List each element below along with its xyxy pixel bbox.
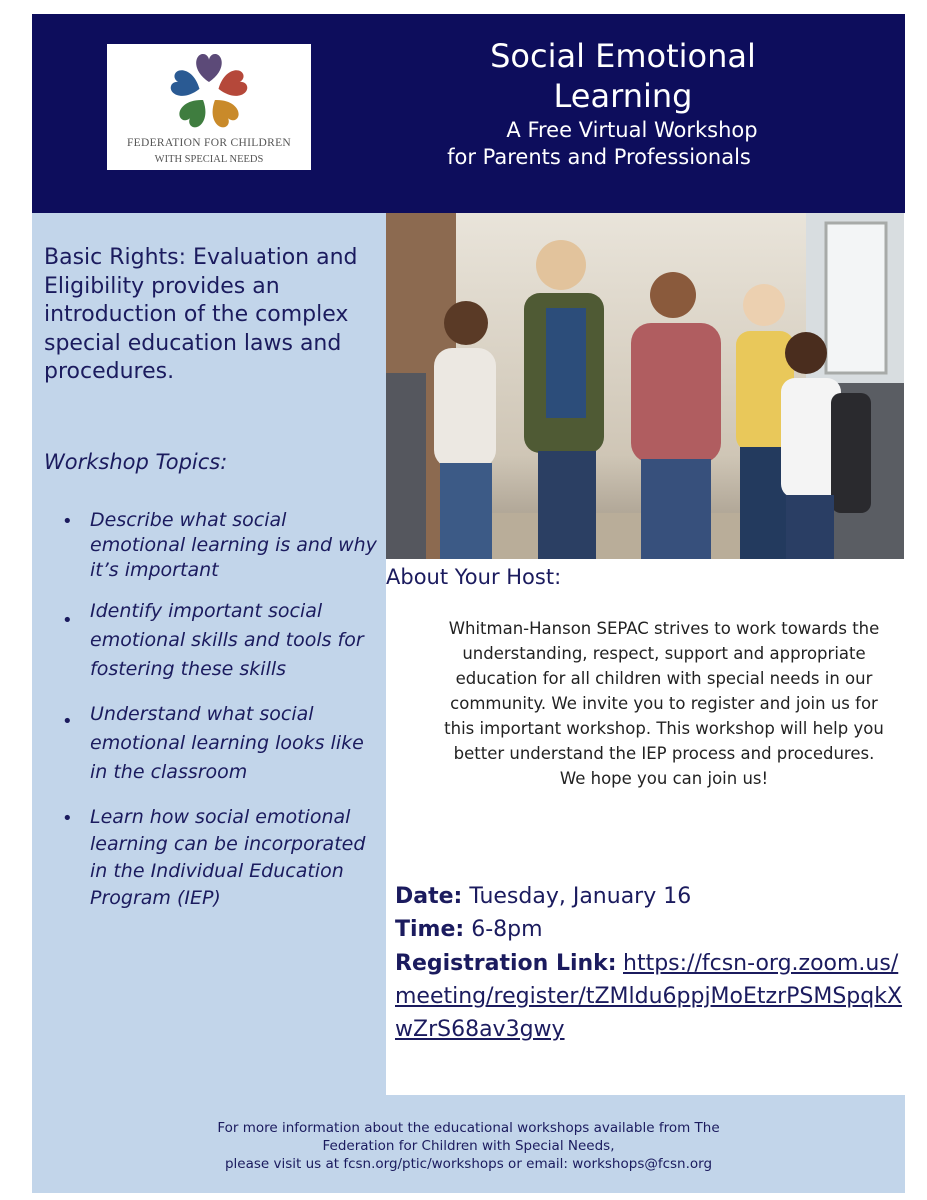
logo-text-line1: FEDERATION FOR CHILDREN — [126, 137, 292, 149]
topics-heading: Workshop Topics: — [44, 450, 228, 474]
registration-link[interactable]: https://fcsn-org.zoom.us/meeting/register/tZMldu6ppjMoEtzrPSMSpqkXwZrS68av3gwy — [395, 951, 903, 1042]
topic-item: Identify important social emotional skills and tools for fostering these skills — [90, 600, 364, 680]
date-label: Date: — [395, 884, 463, 909]
date-value: Tuesday, January 16 — [469, 884, 692, 909]
page-title-line2: Learning — [553, 77, 693, 115]
link-label: Registration Link: — [395, 951, 617, 976]
subtitle-line2: for Parents and Professionals — [447, 145, 751, 169]
about-line: community. We invite you to register and join us for — [450, 694, 878, 713]
children-group-photo — [386, 213, 904, 559]
time-label: Time: — [395, 917, 465, 942]
photo-illustration — [386, 213, 904, 559]
event-time — [395, 913, 543, 946]
subtitle-line1: A Free Virtual Workshop — [506, 118, 758, 142]
page-title-line1: Social Emotional — [490, 37, 756, 75]
bullet-icon: • — [62, 711, 73, 732]
bullet-icon: • — [62, 808, 73, 829]
heart-flower-logo-icon — [162, 48, 256, 136]
time-value: 6-8pm — [471, 917, 543, 942]
bullet-icon: • — [62, 511, 73, 532]
organization-logo — [107, 44, 311, 170]
about-line: understanding, respect, support and appropriate — [462, 644, 866, 663]
about-line: education for all children with special needs in our — [455, 669, 873, 688]
footer-line1: For more information about the educational workshops available from The — [217, 1120, 720, 1136]
about-line: Whitman-Hanson SEPAC strives to work towards the — [448, 619, 880, 638]
logo-text-line2: WITH SPECIAL NEEDS — [154, 154, 264, 165]
workshop-intro: Basic Rights: Evaluation and Eligibility provides an introduction of the complex special education laws and procedures. — [44, 245, 358, 384]
about-line: this important workshop. This workshop will help you — [444, 719, 884, 738]
about-line: better understand the IEP process and procedures. — [453, 744, 875, 763]
topic-item: Learn how social emotional learning can be incorporated in the Individual Education Program (IEP) — [90, 806, 366, 909]
footer-info — [32, 1119, 905, 1173]
topic-item: Understand what social emotional learning looks like in the classroom — [90, 703, 364, 783]
topic-item: Describe what social emotional learning is and why it’s important — [90, 509, 377, 581]
bullet-icon: • — [62, 610, 73, 631]
footer-line2: Federation for Children with Special Needs, — [322, 1138, 615, 1154]
event-date — [395, 880, 691, 913]
about-host-body — [406, 616, 922, 791]
about-line: We hope you can join us! — [559, 769, 769, 788]
footer-line3: please visit us at fcsn.org/ptic/workshops or email: workshops@fcsn.org — [224, 1156, 713, 1172]
about-host-heading: About Your Host: — [386, 565, 562, 589]
